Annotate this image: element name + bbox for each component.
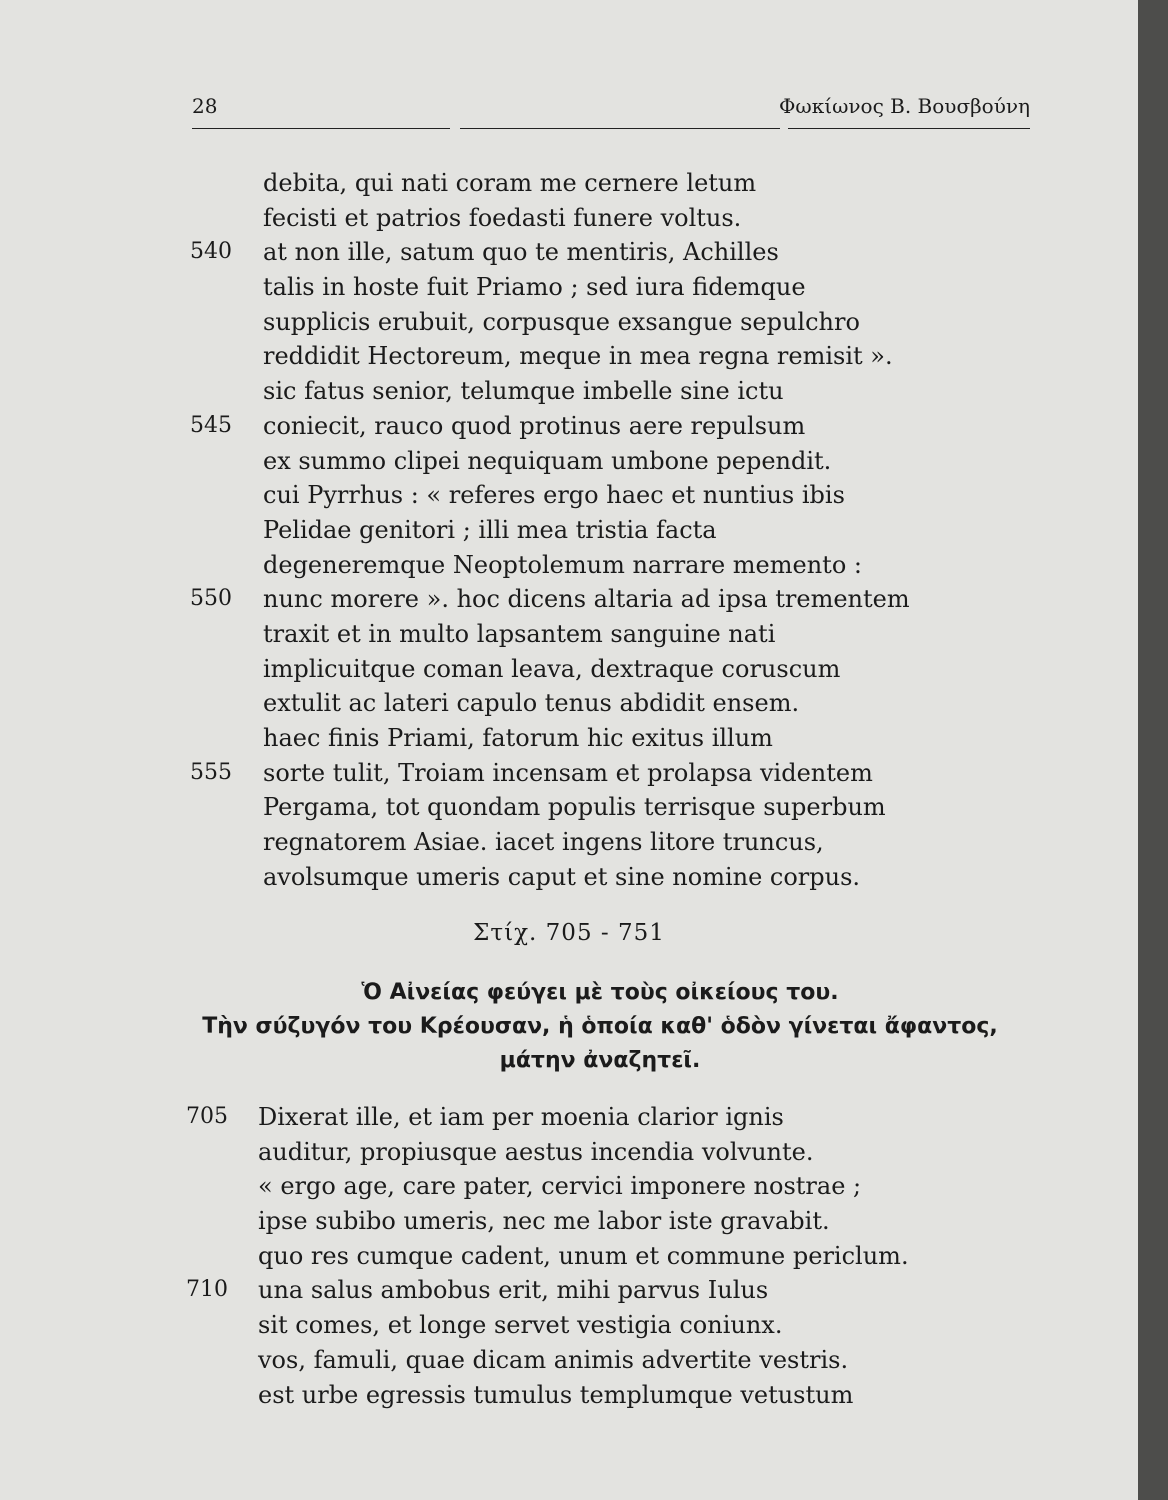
verse-text: Dixerat ille, et iam per moenia clarior ignis <box>258 1103 784 1131</box>
verse-line <box>0 1308 1100 1343</box>
verse-text: regnatorem Asiae. iacet ingens litore truncus, <box>263 828 824 857</box>
verse-text: haec finis Priami, fatorum hic exitus illum <box>263 724 773 752</box>
page-number: 28 <box>192 94 218 118</box>
verse-line <box>0 1378 1100 1413</box>
header-rule-middle <box>460 128 780 129</box>
verse-text: auditur, propiusque aestus incendia volvunte. <box>258 1137 814 1166</box>
verse-text: una salus ambobus erit, mihi parvus Iulus <box>258 1276 769 1305</box>
line-number: 710 <box>186 1277 228 1303</box>
verse-text: implicuitque coman leava, dextraque coruscum <box>263 654 841 683</box>
verse-line <box>0 582 1100 617</box>
verse-line <box>0 1100 1100 1135</box>
verse-line <box>0 1169 1100 1204</box>
verse-text: ipse subibo umeris, nec me labor iste gravabit. <box>258 1207 830 1236</box>
verse-line <box>0 444 1100 479</box>
verse-line <box>0 617 1100 652</box>
verse-line <box>0 721 1100 756</box>
verse-line <box>0 1239 1100 1274</box>
line-number: 550 <box>190 586 232 612</box>
verse-text: sit comes, et longe servet vestigia coniunx. <box>258 1311 783 1340</box>
verse-line <box>0 825 1100 860</box>
verse-line <box>0 1343 1100 1378</box>
verse-line <box>0 305 1100 340</box>
verse-line <box>0 270 1100 305</box>
header-rule-left <box>192 128 450 129</box>
verse-line <box>0 1204 1100 1239</box>
verse-text: traxit et in multo lapsantem sanguine nati <box>263 619 776 648</box>
verse-line <box>0 201 1100 236</box>
heading-line-1: Ὁ Αἰνείας φεύγει μὲ τοὺς οἰκείους του. <box>361 980 839 1005</box>
verse-text: « ergo age, care pater, cervici imponere nostrae ; <box>258 1172 862 1201</box>
verse-line <box>0 652 1100 687</box>
verse-text: at non ille, satum quo te mentiris, Achilles <box>263 238 779 267</box>
verse-text: cui Pyrrhus : « referes ergo haec et nuntius ibis <box>263 481 845 510</box>
poem-passage-2 <box>0 1100 1100 1412</box>
heading-line-3: μάτην ἀναζητεῖ. <box>499 1048 701 1073</box>
verse-text: Pergama, tot quondam populis terrisque superbum <box>263 793 886 822</box>
verse-line <box>0 1135 1100 1170</box>
verse-text: Pelidae genitori ; illi mea tristia facta <box>263 515 717 544</box>
verse-line <box>0 686 1100 721</box>
verse-text: vos, famuli, quae dicam animis advertite vestris. <box>258 1345 849 1374</box>
verse-text: supplicis erubuit, corpusque exsangue sepulchro <box>263 307 860 336</box>
poem-passage-1 <box>0 166 1100 894</box>
page-edge <box>1138 0 1168 1500</box>
line-number: 545 <box>190 412 232 438</box>
verse-text: fecisti et patrios foedasti funere voltus. <box>263 203 742 232</box>
verse-line <box>0 339 1100 374</box>
page-header <box>192 94 1030 124</box>
line-number: 705 <box>186 1104 228 1129</box>
running-head: Φωκίωνος Β. Βουσβούνη <box>779 94 1030 118</box>
verse-text: reddidit Hectoreum, meque in mea regna remisit ». <box>263 342 893 371</box>
verse-text: sic fatus senior, telumque imbelle sine ictu <box>263 377 784 406</box>
heading-line-2: Τὴν σύζυγόν του Κρέουσαν, ἡ ὁποία καθ' ὁδὸν γίνεται ἄφαντος, <box>202 1014 998 1039</box>
verse-line <box>0 548 1100 583</box>
line-number: 540 <box>190 239 232 265</box>
verse-line <box>0 513 1100 548</box>
verse-text: est urbe egressis tumulus templumque vetustum <box>258 1380 854 1409</box>
verse-text: coniecit, rauco quod protinus aere repulsum <box>263 411 806 440</box>
verse-line <box>0 409 1100 444</box>
verse-line <box>0 478 1100 513</box>
verse-line <box>0 166 1100 201</box>
line-number: 555 <box>190 759 232 785</box>
header-rule-right <box>788 128 1030 129</box>
verse-text: nunc morere ». hoc dicens altaria ad ipsa trementem <box>263 585 910 614</box>
verse-text: debita, qui nati coram me cernere letum <box>263 169 757 197</box>
verse-text: degeneremque Neoptolemum narrare memento : <box>263 550 862 579</box>
verse-line <box>0 860 1100 895</box>
verse-line <box>0 790 1100 825</box>
verse-text: avolsumque umeris caput et sine nomine corpus. <box>263 862 861 891</box>
section-reference: Στίχ. 705 - 751 <box>473 920 665 946</box>
verse-text: ex summo clipei nequiquam umbone pependit. <box>263 446 832 475</box>
verse-line <box>0 235 1100 270</box>
verse-text: sorte tulit, Troiam incensam et prolapsa videntem <box>263 758 873 787</box>
verse-line <box>0 1273 1100 1308</box>
verse-line <box>0 374 1100 409</box>
verse-text: talis in hoste fuit Priamo ; sed iura fidemque <box>263 273 806 302</box>
verse-text: extulit ac lateri capulo tenus abdidit ensem. <box>263 689 800 718</box>
verse-text: quo res cumque cadent, unum et commune periclum. <box>258 1241 909 1270</box>
verse-line <box>0 756 1100 791</box>
